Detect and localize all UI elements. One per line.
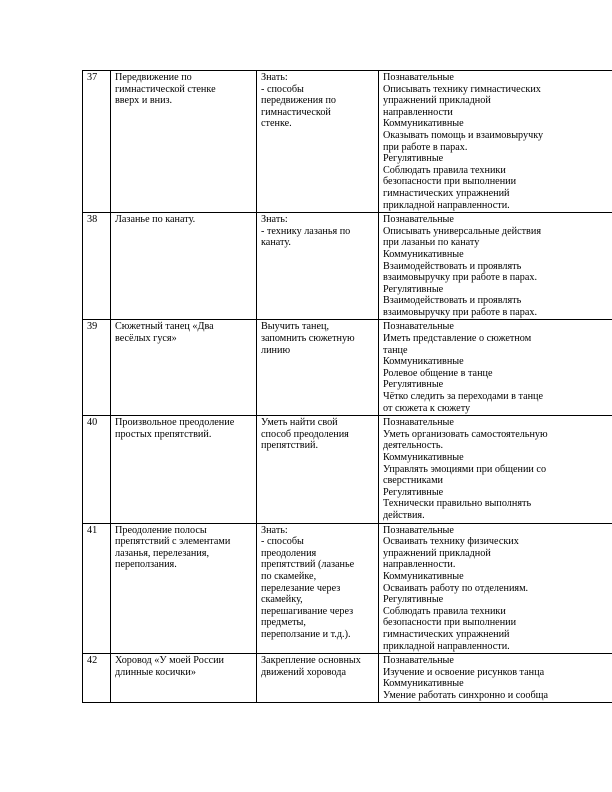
cell-text-line: Сюжетный танец «Два (115, 321, 214, 333)
cell-text-line: безопасности при выполнении (383, 617, 517, 629)
cell-text-line: взаимовыручку при работе в парах. (383, 306, 538, 318)
cell-text-line: при работе в парах. (383, 141, 468, 153)
lesson-goal-cell (257, 654, 379, 703)
cell-text-line: танце (383, 344, 408, 356)
cell-text-line: гимнастических упражнений (383, 187, 510, 199)
cell-text-line: Передвижение по (115, 72, 192, 83)
cell-text-line: Познавательные (383, 417, 454, 429)
cell-text-line: передвижения по (261, 95, 337, 107)
cell-text-line: Изучение и освоение рисунков танца (383, 666, 545, 678)
lesson-number-cell (83, 654, 111, 703)
cell-text-line: Регулятивные (383, 153, 444, 165)
cell-text-line: Технически правильно выполнять (383, 498, 532, 510)
cell-text-line: Коммуникативные (383, 118, 464, 130)
cell-text-line: Выучить танец, (261, 321, 330, 333)
cell-text-line: Познавательные (383, 72, 454, 83)
cell-text-line: вверх и вниз. (115, 95, 173, 107)
lesson-plan-table (82, 70, 612, 703)
cell-text-line: упражнений прикладной (383, 547, 491, 559)
learning-actions-cell (379, 523, 612, 654)
cell-text-line: Познавательные (383, 524, 454, 536)
cell-text-line: Знать: (261, 214, 288, 226)
cell-text-line: от сюжета к сюжету (383, 402, 471, 414)
cell-text-line: 37 (87, 72, 98, 83)
cell-text-line: Описывать универсальные действия (383, 225, 542, 237)
cell-text-line: - способы (261, 536, 304, 548)
cell-text-line: направленности. (383, 559, 456, 571)
table-row (83, 71, 612, 213)
lesson-topic-cell (111, 213, 257, 320)
cell-text-line: стенке. (261, 118, 292, 130)
cell-text-line: Регулятивные (383, 379, 444, 391)
learning-actions-cell (379, 654, 612, 703)
lesson-number-cell (83, 213, 111, 320)
lesson-topic-cell (111, 320, 257, 416)
table-row (83, 523, 612, 654)
cell-text-line: Оказывать помощь и взаимовыручку (383, 129, 544, 141)
cell-text-line: Регулятивные (383, 486, 444, 498)
cell-text-line: Описывать технику гимнастических (383, 83, 541, 95)
table-row (83, 416, 612, 523)
cell-text-line: Осваивать работу по отделениям. (383, 582, 529, 594)
cell-text-line: направленности (383, 106, 453, 118)
table-row (83, 213, 612, 320)
lesson-goal-cell (257, 320, 379, 416)
lesson-goal-cell (257, 416, 379, 523)
cell-text-line: перелезание через (261, 582, 341, 594)
cell-text-line: переползания. (115, 559, 177, 571)
cell-text-line: Регулятивные (383, 283, 444, 295)
lesson-number-cell (83, 320, 111, 416)
learning-actions-cell (379, 416, 612, 523)
cell-text-line: упражнений прикладной (383, 95, 491, 107)
cell-text-line: линию (261, 344, 291, 356)
cell-text-line: скамейку, (261, 594, 303, 606)
cell-text-line: Познавательные (383, 655, 454, 667)
cell-text-line: действия. (383, 509, 425, 521)
cell-text-line: гимнастической (261, 106, 331, 118)
cell-text-line: деятельность. (383, 440, 444, 452)
cell-text-line: Соблюдать правила техники (383, 164, 506, 176)
lesson-number-cell (83, 523, 111, 654)
cell-text-line: по скамейке, (261, 570, 317, 582)
lesson-number-cell (83, 71, 111, 213)
cell-text-line: лазанья, перелезания, (115, 547, 210, 559)
cell-text-line: способ преодоления (261, 428, 349, 440)
cell-text-line: Преодоление полосы (115, 524, 207, 536)
cell-text-line: канату. (261, 237, 291, 249)
lesson-topic-cell (111, 523, 257, 654)
cell-text-line: Хоровод «У моей России (115, 655, 225, 667)
cell-text-line: предметы, (261, 617, 306, 629)
lesson-topic-cell (111, 654, 257, 703)
cell-text-line: Закрепление основных (261, 655, 361, 667)
cell-text-line: - способы (261, 83, 304, 95)
cell-text-line: весёлых гуся» (115, 333, 177, 345)
cell-text-line: Знать: (261, 72, 288, 83)
cell-text-line: прикладной направленности. (383, 640, 510, 652)
cell-text-line: гимнастических упражнений (383, 628, 510, 640)
lesson-topic-cell (111, 416, 257, 523)
lesson-topic-cell (111, 71, 257, 213)
cell-text-line: запомнить сюжетную (261, 333, 355, 345)
cell-text-line: Коммуникативные (383, 570, 464, 582)
cell-text-line: Уметь найти свой (261, 417, 338, 429)
cell-text-line: препятствий (лазанье (261, 559, 355, 571)
lesson-number-cell (83, 416, 111, 523)
cell-text-line: препятствий. (261, 440, 319, 452)
cell-text-line: 38 (87, 214, 98, 226)
cell-text-line: Осваивать технику физических (383, 536, 519, 548)
cell-text-line: - технику лазанья по (261, 225, 351, 237)
cell-text-line: Управлять эмоциями при общении со (383, 463, 547, 475)
cell-text-line: Чётко следить за переходами в танце (383, 391, 544, 403)
cell-text-line: взаимовыручку при работе в парах. (383, 272, 538, 284)
cell-text-line: Произвольное преодоление (115, 417, 235, 429)
cell-text-line: длинные косички» (115, 666, 196, 678)
table-body (83, 71, 612, 703)
cell-text-line: 39 (87, 321, 98, 333)
cell-text-line: простых препятствий. (115, 428, 212, 440)
learning-actions-cell (379, 213, 612, 320)
cell-text-line: перешагивание через (261, 605, 354, 617)
cell-text-line: Коммуникативные (383, 248, 464, 260)
cell-text-line: 41 (87, 524, 98, 536)
cell-text-line: Соблюдать правила техники (383, 605, 506, 617)
cell-text-line: при лазаньи по канату (383, 237, 480, 249)
cell-text-line: сверстниками (383, 475, 443, 487)
cell-text-line: Коммуникативные (383, 452, 464, 463)
lesson-goal-cell (257, 523, 379, 654)
cell-text-line: 40 (87, 417, 98, 429)
cell-text-line: безопасности при выполнении (383, 176, 517, 188)
cell-text-line: препятствий с элементами (115, 536, 231, 548)
cell-text-line: Знать: (261, 524, 288, 536)
cell-text-line: Коммуникативные (383, 678, 464, 690)
lesson-goal-cell (257, 213, 379, 320)
cell-text-line: Уметь организовать самостоятельную (383, 428, 548, 440)
cell-text-line: Познавательные (383, 321, 454, 333)
cell-text-line: Познавательные (383, 214, 454, 226)
cell-text-line: Лазанье по канату. (115, 214, 196, 226)
lesson-goal-cell (257, 71, 379, 213)
cell-text-line: движений хоровода (261, 666, 347, 678)
cell-text-line: Коммуникативные (383, 356, 464, 368)
cell-text-line: Иметь представление о сюжетном (383, 333, 532, 345)
table-row (83, 654, 612, 703)
cell-text-line: 42 (87, 655, 98, 667)
table-row (83, 320, 612, 416)
learning-actions-cell (379, 71, 612, 213)
cell-text-line: Взаимодействовать и проявлять (383, 260, 522, 272)
cell-text-line: Регулятивные (383, 594, 444, 606)
learning-actions-cell (379, 320, 612, 416)
cell-text-line: преодоления (261, 547, 317, 559)
cell-text-line: прикладной направленности. (383, 199, 510, 211)
cell-text-line: Умение работать синхронно и сообща (383, 689, 549, 701)
cell-text-line: Ролевое общение в танце (383, 367, 493, 379)
cell-text-line: гимнастической стенке (115, 83, 216, 95)
cell-text-line: переползание и т.д.). (261, 628, 351, 640)
cell-text-line: Взаимодействовать и проявлять (383, 295, 522, 307)
